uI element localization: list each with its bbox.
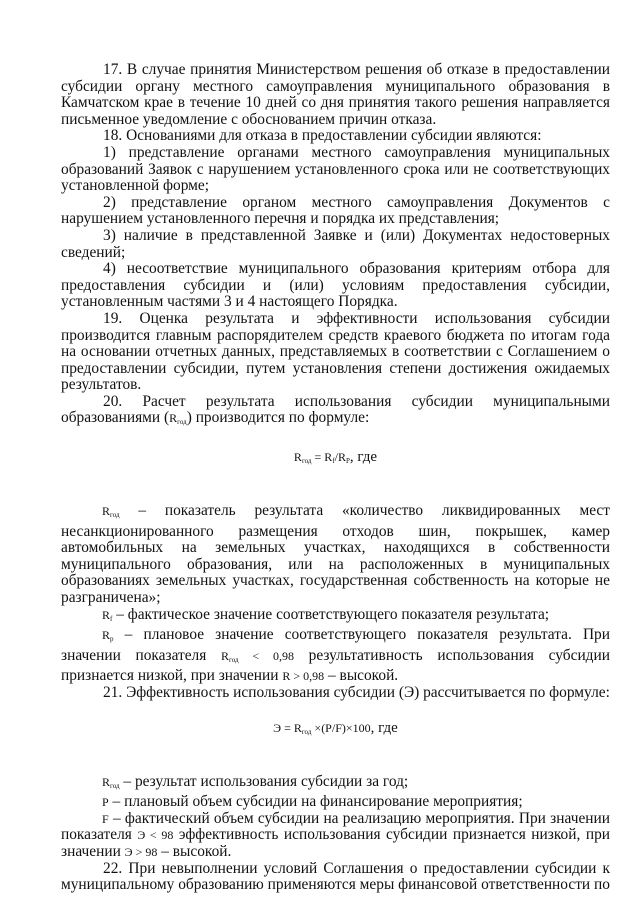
paragraph-18-item-2: 2) представление органом местного самоуправления Документов с нарушением установленного перечня и порядка их представления; [61, 193, 610, 228]
paragraph-18-item-4: 4) несоответствие муниципального образования критериям отбора для предоставления субсидии и (или) условиям предоставления субсидии, установленным частями 3 и 4 настоящего Порядка. [61, 260, 610, 311]
definition2-r-god: $R_{год}$ – результат использования субсидии за год; [102, 772, 409, 790]
document-body [61, 62, 610, 894]
definition-r-p: $R_p$ – плановое значение соответствующего показателя результата. При значении показателя $R_{год} < 0,98$ результативность использования субсидии признается низкой, при значении R > 0,98 – высокой. [61, 626, 610, 685]
paragraph-19: 19. Оценка результата и эффективности использования субсидии производится главным распорядителем средств краевого бюджета по итогам года на основании отчетных данных, представляемых в соответствии с Соглашением о предоставлении субсидии, путем установления степени достижения ожидаемых результатов. [61, 309, 610, 394]
paragraph-21: 21. Эффективность использования субсидии (Э) рассчитывается по формуле: [103, 684, 610, 701]
paragraph-20 [61, 394, 610, 431]
paragraph-17: 17. В случае принятия Министерством решения об отказе в предоставлении субсидии органу местного самоуправления муниципального образования в Камчатском крае в течение 10 дней со дня принятия такого решения направляется письменное уведомление с обоснованием причин отказа. [61, 61, 610, 128]
paragraph-20-text-a: 20. Расчет результата использования субсидии муниципальными образованиями ( [61, 392, 610, 427]
paragraph-22: 22. При невыполнении условий Соглашения о предоставлении субсидии к муниципальному образованию применяются меры финансовой ответственности по [61, 859, 610, 894]
definition2-p: P – плановый объем субсидии на финансирование мероприятия; [102, 793, 523, 811]
formula-efficiency: $Э = R_{год} \times(P/F)\times 100$, где [273, 719, 398, 736]
paragraph-20-text-b: ) производится по формуле: [186, 409, 370, 427]
paragraph-18: 18. Основаниями для отказа в предоставлении субсидии являются: [103, 127, 542, 145]
r-god-symbol: $R_{год}$ [169, 411, 187, 427]
formula-result: $R_{год} = R_f/R_P$, где [293, 449, 378, 466]
paragraph-18-item-3: 3) наличие в представленной Заявке и (или) Документах недостоверных сведений; [61, 226, 610, 261]
paragraph-18-item-1: 1) представление органами местного самоуправления муниципальных образований Заявок с нарушением установленного срока или не соответствующих установленной форме; [61, 143, 610, 195]
definition-r-f: $R_f$ – фактическое значение соответствующего показателя результата; [102, 605, 550, 623]
definition-r-god: $R_{год}$ – показатель результата «количество ликвидированных мест несанкционированного размещения отходов шин, покрышек, камер автомобильных на земельных участках, находящихся в собственности муниципального образования, или на расположенных в муниципальных образованиях земельных участках, государственная собственность на которые не разграничена»; [61, 502, 610, 607]
definition2-f: F – фактический объем субсидии на реализацию мероприятия. При значении показателя Э < 98 эффективность использования субсидии признается низкой, при значении Э > 98 – высокой. [61, 809, 610, 860]
